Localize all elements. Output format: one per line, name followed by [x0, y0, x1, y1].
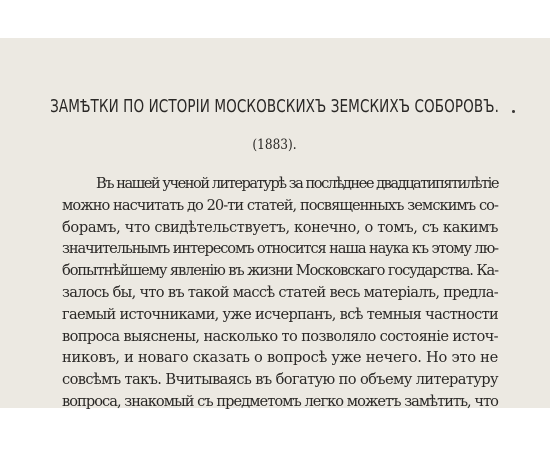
text-line: борамъ, что свидѣтельствуетъ, конечно, о томъ, съ какимъ — [62, 218, 498, 236]
document-page — [0, 38, 550, 408]
text-line: гаемый источниками, уже исчерпанъ, всѣ темныя частности — [62, 305, 498, 323]
text-line: Въ нашей ученой литературѣ за послѣднее двадцатипятилѣтіе — [96, 175, 498, 192]
article-year: (1883). — [252, 137, 297, 153]
body-text — [62, 173, 498, 413]
text-line: вопроса выяснены, насколько то позволяло состояніе источ- — [62, 327, 498, 345]
margin-dot — [512, 110, 515, 113]
text-line: никовъ, и новаго сказать о вопросѣ уже нечего. Но это не — [62, 349, 498, 367]
text-line: бопытнѣйшему явленію въ жизни Московскаго государства. Ка- — [62, 262, 498, 280]
article-title: ЗАМѢТКИ ПО ИСТОРІИ МОСКОВСКИХЪ ЗЕМСКИХЪ СОБОРОВЪ. — [50, 97, 500, 117]
text-line: залось бы, что въ такой массѣ статей весь матеріалъ, предла- — [62, 283, 498, 301]
text-line: вопроса, знакомый съ предметомъ легко можетъ замѣтить, что — [62, 392, 498, 410]
text-line: можно насчитать до 20-ти статей, посвященныхъ земскимъ со- — [62, 196, 498, 214]
text-line: совсѣмъ такъ. Вчитываясь въ богатую по объему литературу — [62, 371, 498, 389]
text-line: значительнымъ интересомъ относится наша наука къ этому лю- — [62, 240, 498, 258]
